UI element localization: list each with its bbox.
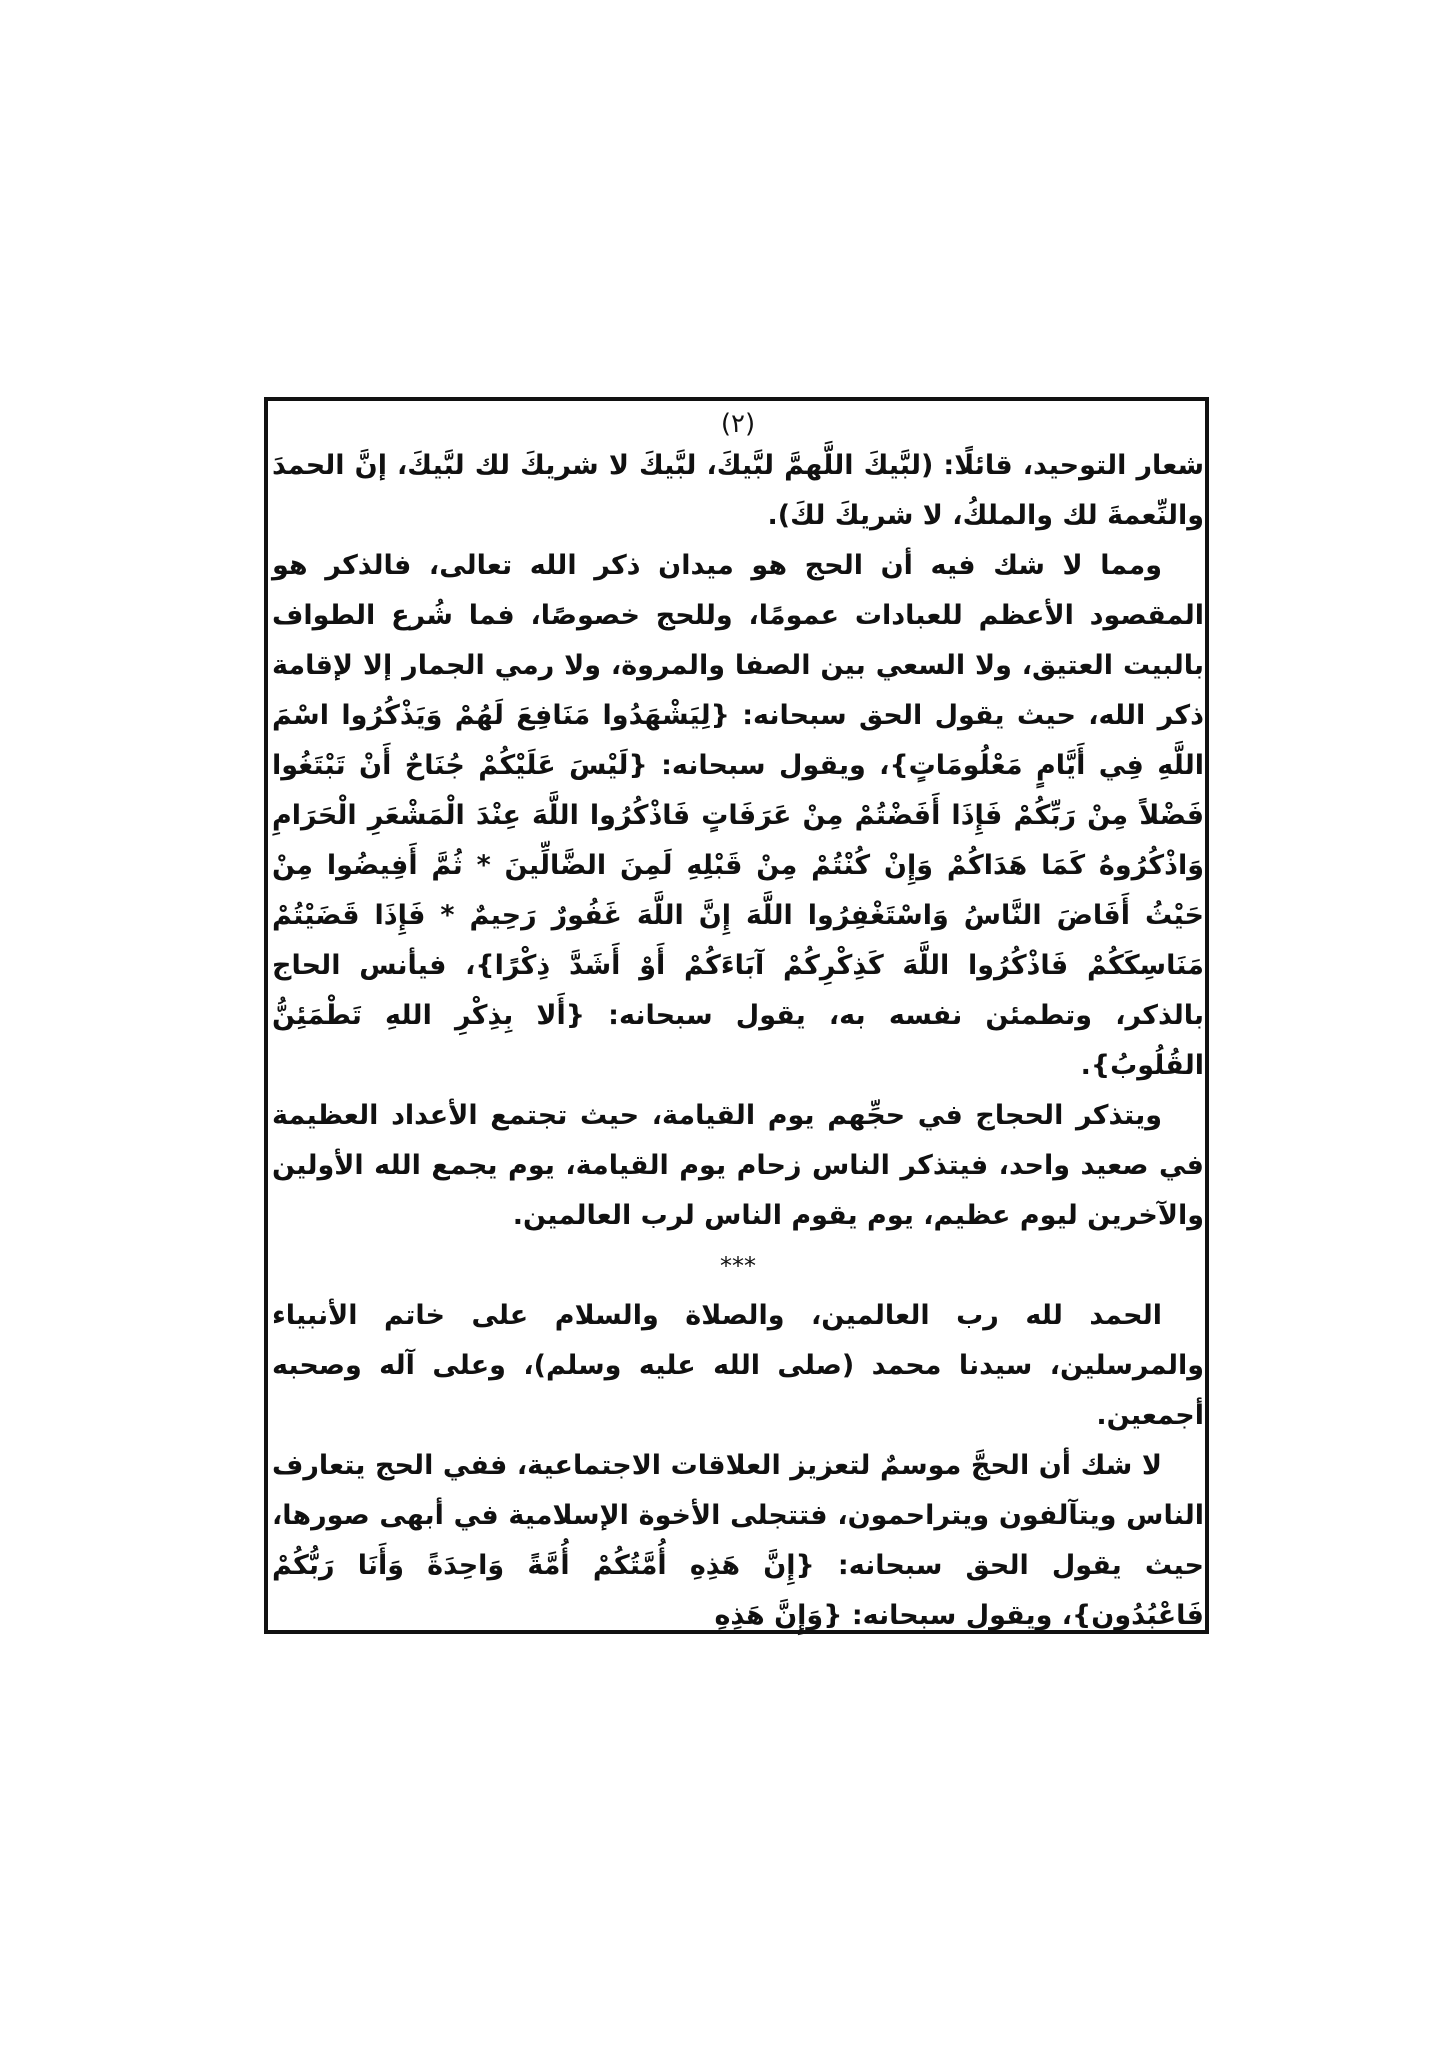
paragraph-dhikr: ومما لا شك فيه أن الحج هو ميدان ذكر الله تعالى، فالذكر هو المقصود الأعظم للعبادات عمومًا، وللحج خصوصًا، فما شُرع الطواف بالبيت العتيق، ولا السعي بين الصفا والمروة، ولا رمي الجمار إلا لإقامة ذكر الله، حيث يقول الحق سبحانه: {لِيَشْهَدُوا مَنَافِعَ لَهُمْ وَيَذْكُرُوا اسْمَ اللَّهِ فِي أَيَّامٍ مَعْلُومَاتٍ}، ويقول سبحانه: {لَيْسَ عَلَيْكُمْ جُنَاحٌ أَنْ تَبْتَغُوا فَضْلاً مِنْ رَبِّكُمْ فَإِذَا أَفَضْتُمْ مِنْ عَرَفَاتٍ فَاذْكُرُوا اللَّهَ عِنْدَ الْمَشْعَرِ الْحَرَامِ وَاذْكُرُوهُ كَمَا هَدَاكُمْ وَإِنْ كُنْتُمْ مِنْ قَبْلِهِ لَمِنَ الضَّالِّينَ * ثُمَّ أَفِيضُوا مِنْ حَيْثُ أَفَاضَ النَّاسُ وَاسْتَغْفِرُوا اللَّهَ إِنَّ اللَّهَ غَفُورٌ رَحِيمٌ * فَإِذَا قَضَيْتُمْ مَنَاسِكَكُمْ فَاذْكُرُوا اللَّهَ كَذِكْرِكُمْ آبَاءَكُمْ أَوْ أَشَدَّ ذِكْرًا}، فيأنس الحاج بالذكر، وتطمئن نفسه به، يقول سبحانه: {أَلا بِذِكْرِ اللهِ تَطْمَئِنُّ القُلُوبُ}. <box>272 550 1204 1081</box>
paragraph-praise: الحمد لله رب العالمين، والصلاة والسلام على خاتم الأنبياء والمرسلين، سيدنا محمد (صلى الله عليه وسلم)، وعلى آله وصحبه أجمعين. <box>272 1300 1204 1431</box>
section-hajj-remembrance <box>272 441 1204 1241</box>
page-number: (٢) <box>720 409 756 439</box>
section-separator: *** <box>720 1252 756 1280</box>
document-body <box>272 407 1204 1641</box>
section-social-relations <box>272 1291 1204 1641</box>
paragraph-day-of-judgment: ويتذكر الحجاج في حجِّهم يوم القيامة، حيث تجتمع الأعداد العظيمة في صعيد واحد، فيتذكر الناس زحام يوم القيامة، يوم يجمع الله الأولين والآخرين ليوم عظيم، يوم يقوم الناس لرب العالمين. <box>272 1100 1204 1231</box>
paragraph-brotherhood: لا شك أن الحجَّ موسمٌ لتعزيز العلاقات الاجتماعية، ففي الحج يتعارف الناس ويتآلفون ويتراحمون، فتتجلى الأخوة الإسلامية في أبهى صورها، حيث يقول الحق سبحانه: {إِنَّ هَذِهِ أُمَّتُكُمْ أُمَّةً وَاحِدَةً وَأَنَا رَبُّكُمْ فَاعْبُدُونِ}، ويقول سبحانه: {وَإِنَّ هَذِهِ <box>272 1450 1204 1631</box>
paragraph-talbiyah: شعار التوحيد، قائلًا: (لبَّيكَ اللَّهمَّ لبَّيكَ، لبَّيكَ لا شريكَ لك لبَّيكَ، إنَّ الحمدَ والنِّعمةَ لك والملكُ، لا شريكَ لكَ). <box>272 450 1204 531</box>
